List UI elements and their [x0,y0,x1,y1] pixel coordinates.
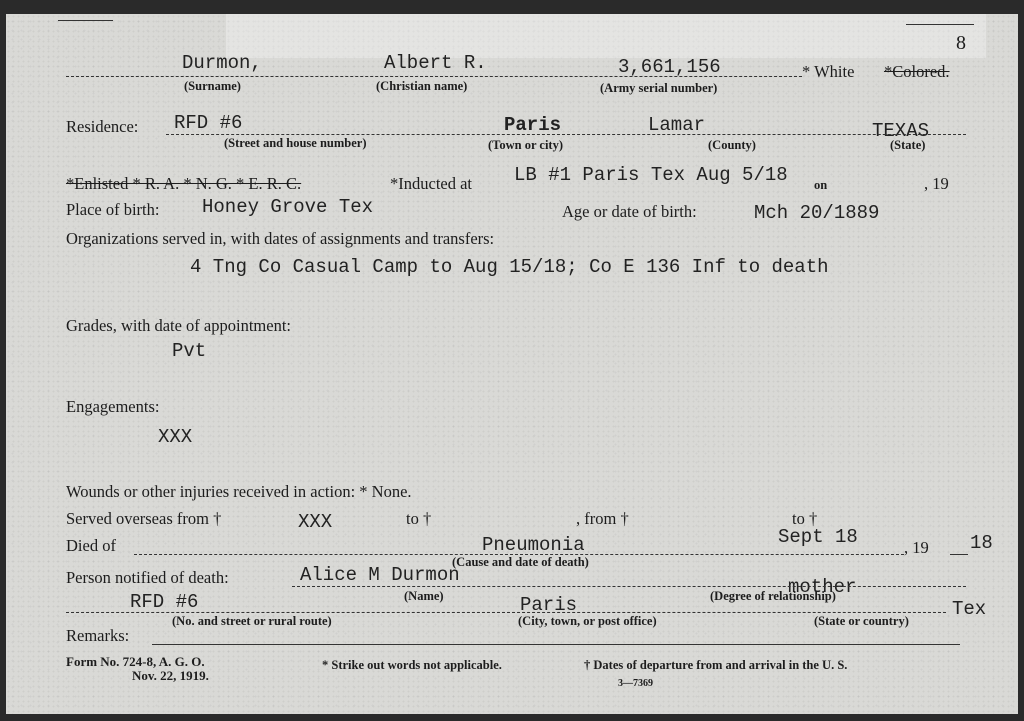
death-caption: (Cause and date of death) [452,555,589,569]
surname-caption: (Surname) [184,79,241,93]
residence-rule [166,134,966,135]
overseas-from2-label: , from † [576,509,629,528]
birth-place-value: Honey Grove Tex [202,196,374,218]
death-cause-value: Pneumonia [482,534,585,556]
notified-name-value: Alice M Durmon [300,564,460,586]
strike-note: * Strike out words not applicable. [322,658,502,672]
remarks-rule [152,644,960,645]
organizations-value: 4 Tng Co Casual Camp to Aug 15/18; Co E 136 Inf to death [190,256,829,278]
residence-town-caption: (Town or city) [488,138,563,152]
form-date: Nov. 22, 1919. [132,668,209,683]
engagements-value: XXX [158,426,193,448]
white-label: * White [802,62,855,81]
notified-address-rule [66,612,946,613]
residence-state-caption: (State) [890,138,926,152]
overseas-from-value: XXX [298,511,333,533]
christian-name-value: Albert R. [384,52,487,74]
engagements-label: Engagements: [66,397,160,416]
enlistment-options-struck: *Enlisted * R. A. * N. G. * E. R. C. [66,174,302,193]
notified-relationship-value: mother [788,576,857,598]
serial-number-value: 3,661,156 [618,56,721,78]
inducted-value: LB #1 Paris Tex Aug 5/18 [514,164,788,186]
christian-name-caption: (Christian name) [376,79,468,93]
death-date-value: Sept 18 [778,526,858,548]
death-year-rule [950,554,968,555]
age-value: Mch 20/1889 [754,202,880,224]
notified-state-caption: (State or country) [814,614,909,628]
colored-label: *Colored. [884,62,950,81]
overseas-label: Served overseas from † [66,509,222,528]
service-record-card [6,14,1018,714]
organizations-label: Organizations served in, with dates of assignments and transfers: [66,229,495,248]
notified-street-caption: (No. and street or rural route) [172,614,332,628]
surname-value: Durmon, [182,52,262,74]
death-year-label: , 19 [904,538,929,557]
top-right-rule [906,24,974,25]
residence-street-value: RFD #6 [174,112,243,134]
dates-note: † Dates of departure from and arrival in the U. S. [584,658,848,672]
notified-street-value: RFD #6 [130,591,199,613]
notified-city-value: Paris [520,594,578,616]
print-code: 3—7369 [618,678,653,689]
header-rule [66,76,802,77]
remarks-label: Remarks: [66,626,130,645]
birth-place-label: Place of birth: [66,200,160,219]
residence-county-caption: (County) [708,138,756,152]
residence-state-value: TEXAS [872,120,930,142]
notified-label: Person notified of death: [66,568,229,587]
grades-value: Pvt [172,340,207,362]
card-number: 8 [956,32,966,54]
notified-name-caption: (Name) [404,589,444,603]
form-number: Form No. 724-8, A. G. O. [66,654,205,669]
notified-state-value: Tex [952,598,987,620]
notified-city-caption: (City, town, or post office) [518,614,657,628]
notified-relationship-caption: (Degree of relationship) [710,589,836,603]
serial-number-caption: (Army serial number) [600,81,718,95]
death-year-value: 18 [970,532,993,554]
residence-county-value: Lamar [648,114,706,136]
notified-rule [292,586,966,587]
residence-label: Residence: [66,117,139,136]
overseas-to2-label: to † [792,509,818,528]
inducted-label: *Inducted at [390,174,473,193]
inducted-year-label: , 19 [924,174,949,193]
wounds-label: Wounds or other injuries received in action: * None. [66,482,412,501]
residence-town-value: Paris [504,114,562,136]
tape-mark [226,14,986,58]
grades-label: Grades, with date of appointment: [66,316,291,335]
residence-street-caption: (Street and house number) [224,136,367,150]
inducted-on-label: on [814,178,828,192]
overseas-to-label: to † [406,509,432,528]
top-left-rule [58,20,113,21]
age-label: Age or date of birth: [562,202,697,221]
died-of-label: Died of [66,536,116,555]
